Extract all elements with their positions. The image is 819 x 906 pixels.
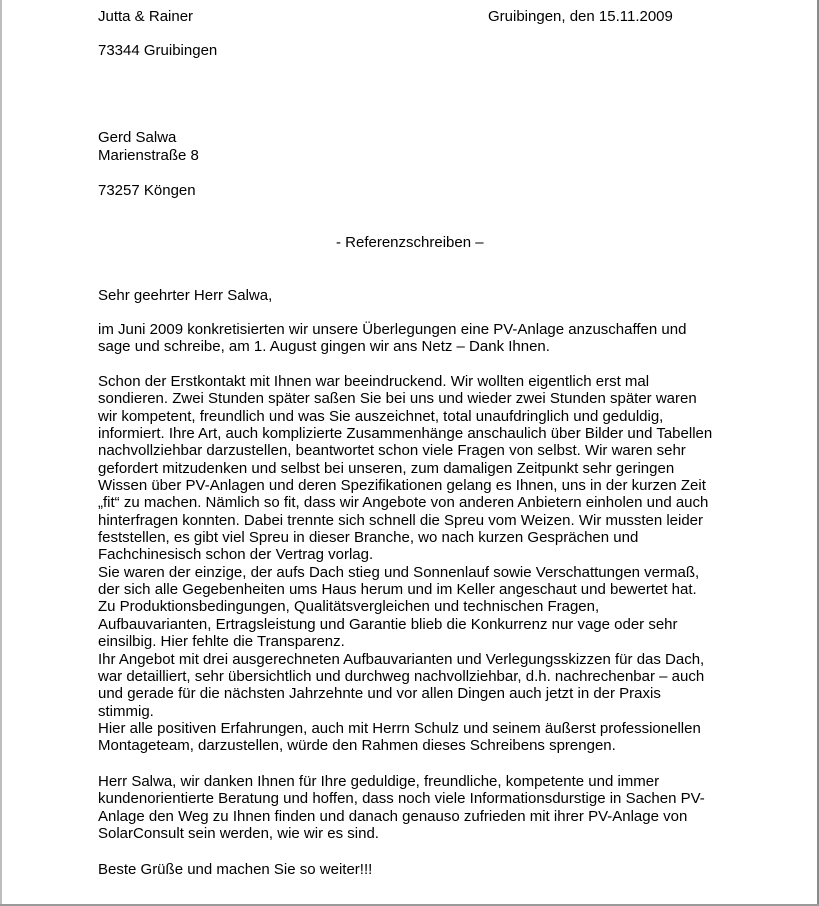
paragraph-line: der sich alle Gegebenheiten ums Haus herum und im Keller angeschaut und bewertet hat. bbox=[98, 581, 697, 599]
subject-line: - Referenzschreiben – bbox=[336, 234, 484, 251]
paragraph-thanks bbox=[98, 773, 705, 842]
paragraph-line: Hier alle positiven Erfahrungen, auch mit Herrn Schulz und seinem äußerst professionellen bbox=[98, 719, 701, 737]
sender-name: Jutta & Rainer bbox=[98, 8, 194, 25]
paragraph-line: im Juni 2009 konkretisierten wir unsere Überlegungen eine PV-Anlage anzuschaffen und bbox=[98, 321, 687, 338]
paragraph-line: Montageteam, darzustellen, würde den Rahmen dieses Schreibens sprengen. bbox=[98, 737, 616, 755]
paragraph-line: Zu Produktionsbedingungen, Qualitätsvergleichen und technischen Fragen, bbox=[98, 598, 600, 616]
salutation: Sehr geehrter Herr Salwa, bbox=[98, 287, 273, 304]
paragraph-line: Ihr Angebot mit drei ausgerechneten Aufbauvarianten und Verlegungsskizzen für das Dach, bbox=[98, 650, 705, 668]
paragraph-line: einsilbig. Hier fehlte die Transparenz. bbox=[98, 633, 345, 651]
closing-line: Beste Grüße und machen Sie so weiter!!! bbox=[98, 861, 373, 878]
place-date: Gruibingen, den 15.11.2009 bbox=[488, 8, 673, 25]
paragraph-line: Anlage den Weg zu Ihnen finden und danach genauso zufrieden mit ihrer PV-Anlage von bbox=[98, 807, 688, 825]
paragraph-line: feststellen, es gibt viel Spreu in dieser Branche, wo nach kurzen Gesprächen und bbox=[98, 529, 639, 547]
paragraph-line: Herr Salwa, wir danken Ihnen für Ihre geduldige, freundliche, kompetente und immer bbox=[98, 773, 660, 790]
recipient-city: 73257 Köngen bbox=[98, 182, 196, 199]
paragraph-line: SolarConsult sein werden, wie wir es sind. bbox=[98, 825, 379, 843]
paragraph-line: Wissen über PV-Anlagen und deren Spezifikationen gelang es Ihnen, uns in der kurzen Zeit bbox=[98, 477, 706, 495]
paragraph-line: kundenorientierte Beratung und hoffen, dass noch viele Informationsdurstige in Sachen PV- bbox=[98, 790, 705, 808]
paragraph-line: Fachchinesisch schon der Vertrag vorlag. bbox=[98, 546, 374, 564]
paragraph-line: gefordert mitzudenken und selbst bei unseren, zum damaligen Zeitpunkt sehr geringen bbox=[98, 459, 675, 477]
sender-city: 73344 Gruibingen bbox=[98, 42, 218, 59]
recipient-name: Gerd Salwa bbox=[98, 129, 177, 146]
paragraph-line: hinterfragen konnten. Dabei trennte sich schnell die Spreu vom Weizen. Wir mussten leider bbox=[98, 511, 704, 529]
paragraph-line: informiert. Ihre Art, auch komplizierte Zusammenhänge anschaulich über Bilder und Tabellen bbox=[98, 425, 713, 443]
paragraph-line: Sie waren der einzige, der aufs Dach stieg und Sonnenlauf sowie Verschattungen vermaß, bbox=[98, 563, 700, 581]
paragraph-line: sondieren. Zwei Stunden später saßen Sie bei uns und wieder zwei Stunden später waren bbox=[98, 390, 697, 408]
recipient-street: Marienstraße 8 bbox=[98, 147, 199, 164]
paragraph-experience bbox=[98, 373, 712, 755]
paragraph-intro bbox=[98, 321, 686, 356]
paragraph-line: stimmig. bbox=[98, 702, 154, 720]
paragraph-line: „fit“ zu machen. Nämlich so fit, dass wir Angebote von anderen Anbietern einholen und auch bbox=[98, 494, 709, 512]
paragraph-line: Schon der Erstkontakt mit Ihnen war beeindruckend. Wir wollten eigentlich erst mal bbox=[98, 373, 650, 390]
paragraph-line: war detailliert, sehr übersichtlich und durchweg nachvollziehbar, d.h. nachrechenbar – auch bbox=[98, 667, 705, 685]
paragraph-line: Aufbauvarianten, Ertragsleistung und Garantie blieb die Konkurrenz nur vage oder sehr bbox=[98, 615, 678, 633]
paragraph-line: wir kompetent, freundlich und was Sie auszeichnet, total unaufdringlich und geduldig, bbox=[98, 407, 664, 425]
paragraph-line: nachvollziehbar darzustellen, beantwortet schon viele Fragen von selbst. Wir waren sehr bbox=[98, 442, 686, 460]
paragraph-line: und gerade für die nächsten Jahrzehnte und vor allen Dingen auch jetzt in der Praxis bbox=[98, 685, 661, 703]
page-edge-left bbox=[0, 0, 2, 906]
paragraph-line: sage und schreibe, am 1. August gingen wir ans Netz – Dank Ihnen. bbox=[98, 338, 550, 356]
